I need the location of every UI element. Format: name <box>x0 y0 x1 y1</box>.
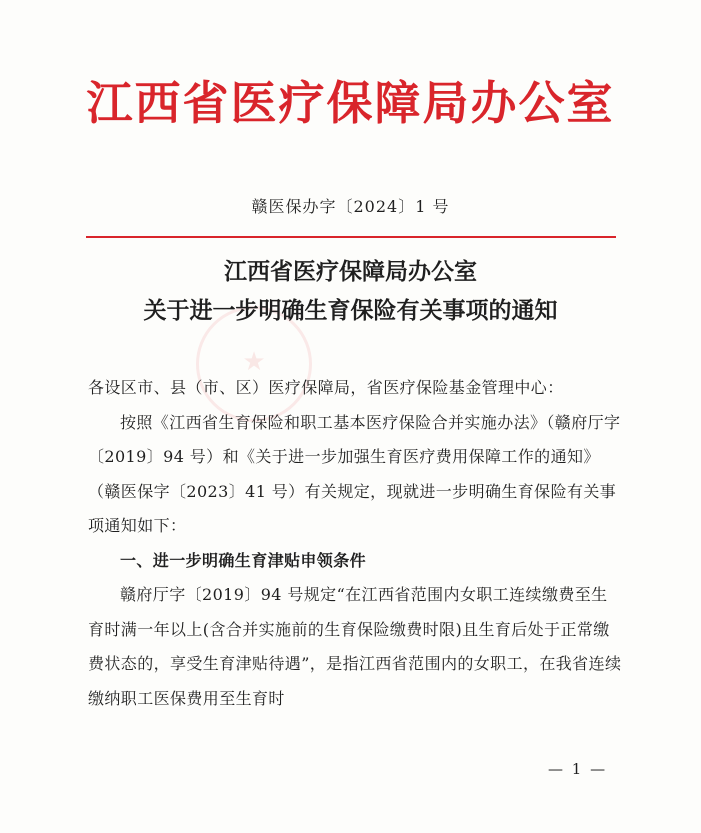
document-title-line-2: 关于进一步明确生育保险有关事项的通知 <box>143 298 558 324</box>
red-divider-line <box>86 236 616 238</box>
recipients-line: 各设区市、县（市、区）医疗保障局，省医疗保险基金管理中心： <box>88 378 564 397</box>
document-title-line-1: 江西省医疗保障局办公室 <box>224 259 477 285</box>
body-paragraph-2: 赣府厅字〔2019〕94 号规定“在江西省范围内女职工连续缴费至生育时满一年以上(含合并实施前的生育保险缴费时限)且生育后处于正常缴费状态的，享受生育津贴待遇”，是指江西省范围内的女职工，在我省连续缴纳职工医保费用至生育时 <box>88 585 622 708</box>
body-paragraph-1: 按照《江西省生育保险和职工基本医疗保险合并实施办法》（赣府厅字〔2019〕94 号）和《关于进一步加强生育医疗费用保障工作的通知》（赣医保字〔2023〕41 号）有关规定，现就进一步明确生育保险有关事项通知如下： <box>88 412 621 535</box>
document-body <box>88 371 623 716</box>
page-number: — 1 — <box>548 760 608 778</box>
issuing-organization-header: 江西省医疗保障局办公室 <box>86 76 615 130</box>
document-number: 赣医保办字〔2024〕1 号 <box>251 197 450 216</box>
section-heading-1: 一、进一步明确生育津贴申领条件 <box>120 550 367 570</box>
seal-star-icon: ★ <box>242 347 266 377</box>
